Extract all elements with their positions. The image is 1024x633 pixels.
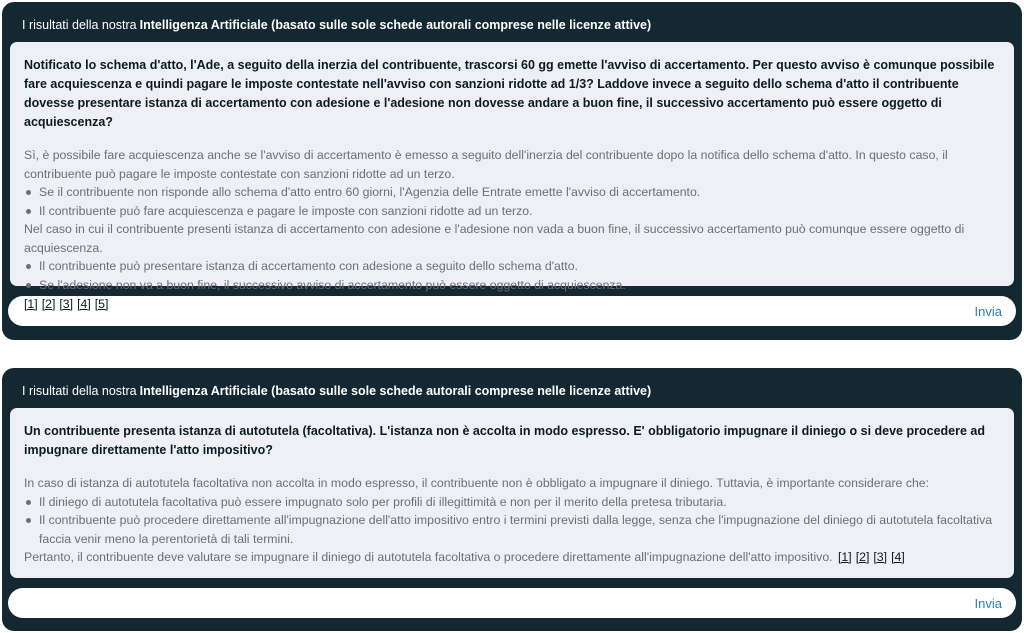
answer-intro: In caso di istanza di autotutela facoltativa non accolta in modo espresso, il contribuente non è obbligato a impugnare il diniego. Tuttavia, è importante considerare che: bbox=[24, 476, 930, 490]
list-item: Se l'adesione non va a buon fine, il successivo avviso di accertamento può essere oggetto di acquiescenza. bbox=[24, 276, 1000, 295]
send-button[interactable]: Invia bbox=[974, 303, 1002, 319]
reference-link-2[interactable]: [2] bbox=[41, 297, 56, 311]
ai-result-panel-2 bbox=[2, 368, 1022, 631]
answer-intro: Sì, è possibile fare acquiescenza anche se l'avviso di accertamento è emesso a seguito dell'inerzia del contribuente dopo la notifica dello schema d'atto. In questo caso, il contribuente può pagare le imposte contestate con sanzioni ridotte ad un terzo. bbox=[24, 148, 948, 181]
reference-link-5[interactable]: [5] bbox=[94, 297, 109, 311]
question-input-bar bbox=[8, 296, 1016, 326]
answer-bullet-list bbox=[24, 183, 1000, 220]
send-button[interactable]: Invia bbox=[974, 595, 1002, 611]
question-text: Un contribuente presenta istanza di autotutela (facoltativa). L'istanza non è accolta in modo espresso. E' obbligatorio impugnare il diniego o si deve procedere ad impugnare direttamente l'atto impositivo? bbox=[24, 424, 985, 457]
answer-middle: Nel caso in cui il contribuente presenti istanza di accertamento con adesione e l'adesione non vada a buon fine, il successivo accertamento può comunque essere oggetto di acquiescenza. bbox=[24, 222, 965, 255]
list-item: Se il contribuente non risponde allo schema d'atto entro 60 giorni, l'Agenzia delle Entrate emette l'avviso di accertamento. bbox=[24, 183, 1000, 202]
answer-bullet-list bbox=[24, 493, 1000, 549]
list-item: Il diniego di autotutela facoltativa può essere impugnato solo per profili di illegittimità e non per il merito della pretesa tributaria. bbox=[24, 493, 1000, 512]
answer-text bbox=[24, 146, 1000, 314]
answer-text bbox=[24, 474, 1000, 567]
reference-link-3[interactable]: [3] bbox=[873, 550, 888, 564]
list-item: Il contribuente può procedere direttamente all'impugnazione dell'atto impositivo entro i termini previsti dalla legge, senza che l'impugnazione del diniego di autotutela facoltativa faccia venir meno la perentorietà di tali termini. bbox=[24, 511, 1000, 548]
reference-link-4[interactable]: [4] bbox=[891, 550, 905, 564]
header-prefix: I risultati della nostra bbox=[22, 384, 137, 398]
list-item: Il contribuente può fare acquiescenza e pagare le imposte con sanzioni ridotte ad un terzo. bbox=[24, 202, 1000, 221]
header-title: Intelligenza Artificiale (basato sulle sole schede autorali comprese nelle licenze attive) bbox=[139, 18, 652, 32]
answer-outro bbox=[24, 548, 1000, 567]
panel-header bbox=[10, 376, 1014, 406]
ai-result-panel-1 bbox=[2, 2, 1022, 340]
reference-link-3[interactable]: [3] bbox=[59, 297, 74, 311]
question-input[interactable] bbox=[8, 296, 975, 326]
reference-link-2[interactable]: [2] bbox=[855, 550, 870, 564]
answer-outro-text: Pertanto, il contribuente deve valutare se impugnare il diniego di autotutela facoltativa o procedere direttamente all'impugnazione dell'atto impositivo. bbox=[24, 550, 833, 564]
reference-link-1[interactable]: [1] bbox=[24, 297, 38, 311]
list-item: Il contribuente può presentare istanza di accertamento con adesione a seguito dello schema d'atto. bbox=[24, 257, 1000, 276]
reference-link-1[interactable]: [1] bbox=[838, 550, 852, 564]
question-input-bar bbox=[8, 588, 1016, 618]
answer-bullet-list bbox=[24, 257, 1000, 294]
reference-links bbox=[836, 550, 907, 564]
question-input[interactable] bbox=[8, 588, 975, 618]
result-card bbox=[10, 408, 1014, 578]
question-text: Notificato lo schema d'atto, l'Ade, a seguito della inerzia del contribuente, trascorsi 60 gg emette l'avviso di accertamento. Per questo avviso è comunque possibile fare acquiescenza e quindi pagare le imposte contestate nell'avviso con sanzioni ridotte ad 1/3? Laddove invece a seguito dello schema d'atto il contribuente dovesse presentare istanza di accertamento con adesione e l'adesione non dovesse andare a buon fine, il successivo accertamento può essere oggetto di acquiescenza? bbox=[24, 58, 995, 129]
header-title: Intelligenza Artificiale (basato sulle sole schede autorali comprese nelle licenze attive) bbox=[139, 384, 652, 398]
header-prefix: I risultati della nostra bbox=[22, 18, 137, 32]
panel-header bbox=[10, 10, 1014, 40]
reference-link-4[interactable]: [4] bbox=[77, 297, 91, 311]
